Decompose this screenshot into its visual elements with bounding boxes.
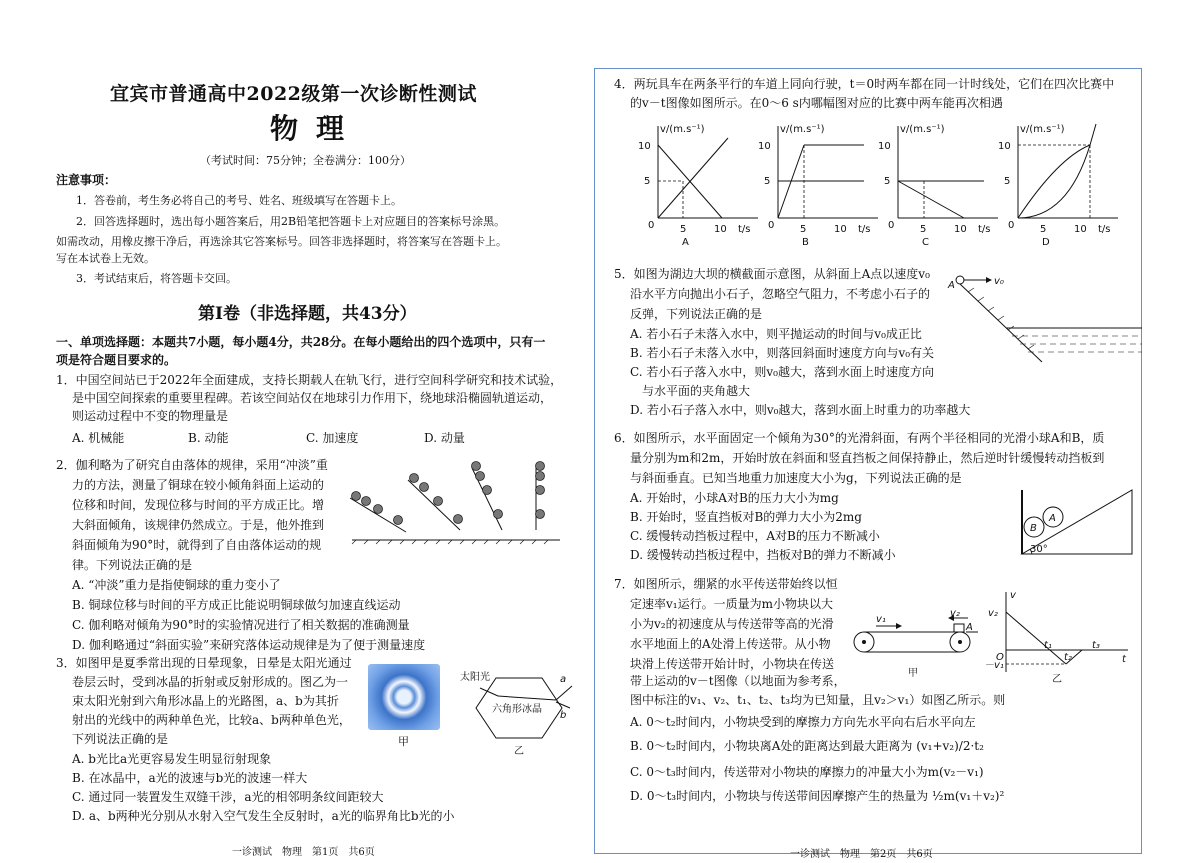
svg-text:v₂: v₂: [988, 608, 998, 619]
q7-vt-figure: [982, 588, 1132, 688]
point-a-label: A: [948, 280, 955, 291]
stone: [956, 276, 964, 284]
svg-text:5: 5: [680, 224, 687, 235]
dam-slope: [960, 284, 1042, 362]
right-page: [590, 0, 1179, 862]
q7-stem-3: 小为v₂的初速度从与传送带等高的光滑: [630, 617, 834, 631]
svg-text:t/s: t/s: [858, 224, 871, 235]
q5-option-a: A. 若小石子未落入水中，则平抛运动的时间与v₀成正比: [630, 327, 922, 341]
q6-option-c: C. 缓慢转动挡板过程中，A对B的压力不断减小: [630, 529, 880, 543]
q6-stem-3: 与斜面垂直。已知当地重力加速度大小为g，下列说法正确的是: [630, 471, 962, 485]
q1-option-a: A. 机械能: [72, 431, 125, 445]
svg-text:t/s: t/s: [1098, 224, 1111, 235]
q1-stem-2: 是中国空间探索的重要里程碑。若该空间站仅在地球引力作用下，绕地球沿椭圆轨道运动，: [72, 391, 553, 405]
q7-stem-7: 图中标注的v₁、v₂、t₁、t₂、t₃均为已知量，且v₂＞v₁）如图乙所示。则: [630, 693, 1006, 707]
angle-label: 30°: [1030, 544, 1048, 555]
q4-vt-graphs: [618, 118, 1118, 253]
svg-text:v/(m.s⁻¹): v/(m.s⁻¹): [1020, 124, 1065, 135]
q5-option-b: B. 若小石子未落入水中，则落回斜面时速度方向与v₀有关: [630, 346, 935, 360]
q7-stem-2: 定速率v₁运行。一质量为m小物块以大: [630, 597, 833, 611]
note-2-cont2: 写在本试卷上无效。: [56, 252, 155, 265]
svg-text:t₃: t₃: [1092, 640, 1100, 651]
q7-stem-6: 带上运动的v－t图像（以地面为参考系，: [630, 674, 846, 688]
panel-b: [758, 124, 878, 248]
vt-line: [1006, 612, 1066, 664]
note-2-cont: 如需改动，用橡皮擦干净后，再选涂其它答案标号。回答非选择题时，将答案写在答题卡上。: [56, 235, 507, 248]
svg-text:t: t: [1122, 654, 1126, 665]
ball: [352, 492, 361, 501]
q7-option-d: D. 0～t₃时间内，小物块与传送带间因摩擦产生的热量为 ½m(v₁＋v₂)²: [630, 789, 1005, 803]
q5-dam-figure: [946, 266, 1146, 381]
q3-stem-2: 卷层云时，受到冰晶的折射或反射形成的。图乙为一: [72, 675, 349, 689]
q7-stem-1: 7．如图所示，绷紧的水平传送带始终以恒: [614, 577, 838, 591]
panel-d-label: D: [1042, 237, 1050, 248]
q5-option-d: D. 若小石子落入水中，则v₀越大，落到水面上时重力的功率越大: [630, 403, 971, 417]
q4-stem-2: 的v－t图像如图所示。在0～6 s内哪幅图对应的比赛中两车能再次相遇: [630, 96, 1003, 110]
svg-text:v/(m.s⁻¹): v/(m.s⁻¹): [660, 124, 705, 135]
q5-stem-1: 5．如图为湖边大坝的横截面示意图，从斜面上A点以速度v₀: [614, 267, 930, 281]
left-page: [0, 0, 590, 862]
sunlight-label: 太阳光: [460, 672, 490, 683]
q2-stem-3: 位移和时间，发现位移与时间的平方成正比。增: [72, 498, 325, 512]
ray-a: [556, 686, 572, 700]
note-1: 1．答卷前，考生务必将自己的考号、姓名、班级填写在答题卡上。: [76, 194, 402, 207]
q2-stem-5: 斜面倾角为90°时，就得到了自由落体运动的规: [72, 538, 322, 552]
panel-a: [638, 124, 758, 248]
svg-text:5: 5: [800, 224, 807, 235]
notes-heading: 注意事项：: [56, 173, 117, 187]
block: [954, 624, 964, 632]
q7-stem-4: 水平地面上的A处滑上传送带。从小物: [630, 637, 831, 651]
q2-stem-6: 律。下列说法正确的是: [72, 558, 193, 572]
q3-option-c: C. 通过同一装置发生双缝干涉，a光的相邻明条纹间距较大: [72, 790, 384, 804]
svg-text:t₂: t₂: [1064, 652, 1072, 663]
svg-text:10: 10: [758, 141, 771, 152]
q3-fig-jia-label: 甲: [398, 735, 409, 748]
svg-text:10: 10: [998, 141, 1011, 152]
svg-text:－v₁: －v₁: [984, 660, 1004, 671]
svg-text:5: 5: [764, 176, 771, 187]
svg-text:10: 10: [714, 224, 727, 235]
svg-text:O: O: [996, 652, 1004, 663]
ray-b-label: b: [560, 710, 567, 721]
svg-text:10: 10: [834, 224, 847, 235]
svg-text:10: 10: [878, 141, 891, 152]
panel-a-label: A: [682, 237, 689, 248]
q7-fig-jia-label: 甲: [908, 668, 918, 679]
exam-title: 宜宾市普通高中2022级第一次诊断性测试: [110, 83, 477, 105]
q2-stem-2: 力的方法，测量了铜球在较小倾角斜面上运动的: [72, 478, 325, 492]
q7-conveyor-figure: [850, 608, 980, 682]
note-2: 2．回答选择题时，选出每小题答案后，用2B铅笔把答题卡上对应题目的答案标号涂黑。: [76, 215, 506, 228]
q1-stem-1: 1．中国空间站已于2022年全面建成，支持长期载人在轨飞行，进行空间科学研究和技术试验，: [56, 373, 563, 387]
right-footer: 一诊测试 物理 第2页 共6页: [790, 849, 933, 860]
q2-stem-1: 2．伽利略为了研究自由落体的规律，采用“冲淡”重: [56, 458, 328, 472]
ball-b-label: B: [1030, 523, 1037, 534]
q7-fig-yi-label: 乙: [1052, 674, 1062, 685]
q6-option-b: B. 开始时，竖直挡板对B的弹力大小为2mg: [630, 510, 862, 524]
q1-option-b: B. 动能: [188, 431, 229, 445]
q2-option-a: A. “冲淡”重力是指使铜球的重力变小了: [72, 578, 281, 592]
q3-fig-yi-label: 乙: [514, 746, 524, 757]
solar-halo-photo: [368, 664, 440, 730]
q2-option-b: B. 铜球位移与时间的平方成正比能说明铜球做匀加速直线运动: [72, 598, 401, 612]
exam-info: （考试时间：75分钟；全卷满分：100分）: [200, 154, 411, 167]
ray-b: [556, 702, 570, 708]
q7-option-b: B. 0～t₂时间内，小物块离A处的距离达到最大距离为 (v₁+v₂)/2·t₂: [630, 739, 984, 753]
q7-option-c: C. 0～t₃时间内，传送带对小物块的摩擦力的冲量大小为m(v₂－v₁): [630, 765, 984, 779]
q1-option-c: C. 加速度: [306, 431, 359, 445]
q3-hexagon-figure: [456, 666, 576, 756]
subject-title: 物理: [270, 112, 363, 145]
svg-text:5: 5: [1004, 176, 1011, 187]
part-heading-cont: 项是符合题目要求的。: [56, 353, 177, 367]
svg-text:v₂: v₂: [950, 608, 960, 619]
q5-option-c-cont: 与水平面的夹角越大: [630, 384, 751, 398]
q6-option-a: A. 开始时，小球A对B的压力大小为mg: [630, 491, 839, 505]
q5-stem-2: 沿水平方向抛出小石子，忽略空气阻力，不考虑小石子的: [630, 287, 931, 301]
panel-d: [998, 124, 1118, 248]
q6-option-d: D. 缓慢转动挡板过程中，挡板对B的弹力不断减小: [630, 548, 896, 562]
section-title: 第Ⅰ卷（非选择题，共43分）: [198, 304, 417, 324]
ray-a-label: a: [560, 674, 567, 685]
svg-text:t₁: t₁: [1044, 640, 1052, 651]
q5-stem-3: 反弹，下列说法正确的是: [630, 307, 763, 321]
v0-label: v₀: [994, 276, 1004, 287]
q1-option-d: D. 动量: [424, 431, 465, 445]
svg-text:0: 0: [1008, 220, 1015, 231]
part-heading: 一、单项选择题：本题共7小题，每小题4分，共28分。在每小题给出的四个选项中，只有一: [56, 335, 546, 349]
svg-text:10: 10: [1074, 224, 1087, 235]
svg-text:v₁: v₁: [876, 614, 886, 625]
q4-stem-1: 4．两玩具车在两条平行的车道上同向行驶，t＝0时两车都在同一计时线处，它们在四次比赛中: [614, 77, 1115, 91]
q3-stem-4: 射出的光线中的两种单色光，比较a、b两种单色光，: [72, 713, 351, 727]
panel-c: [878, 124, 998, 248]
svg-text:0: 0: [768, 220, 775, 231]
q5-option-c: C. 若小石子落入水中，则v₀越大，落到水面上时速度方向: [630, 365, 934, 379]
ball-a-label: A: [1049, 513, 1056, 524]
svg-text:v: v: [1010, 590, 1016, 601]
svg-text:v/(m.s⁻¹): v/(m.s⁻¹): [900, 124, 945, 135]
svg-text:t/s: t/s: [978, 224, 991, 235]
ice-crystal-label: 六角形冰晶: [492, 704, 542, 715]
svg-text:A: A: [966, 622, 973, 633]
svg-text:5: 5: [884, 176, 891, 187]
q3-option-d: D. a、b两种光分别从水射入空气发生全反射时，a光的临界角比b光的小: [72, 809, 455, 823]
svg-text:t/s: t/s: [738, 224, 751, 235]
svg-text:0: 0: [648, 220, 655, 231]
q1-stem-3: 则运动过程中不变的物理量是: [72, 409, 229, 423]
q3-stem-5: 下列说法正确的是: [72, 732, 169, 746]
panel-c-label: C: [922, 237, 929, 248]
left-footer: 一诊测试 物理 第1页 共6页: [232, 847, 375, 858]
q3-option-b: B. 在冰晶中，a光的波速与b光的波速一样大: [72, 771, 308, 785]
svg-text:0: 0: [888, 220, 895, 231]
q7-stem-5: 块滑上传送带开始计时，小物块在传送: [630, 657, 835, 671]
q2-incline-figure: [346, 458, 566, 543]
svg-text:5: 5: [1040, 224, 1047, 235]
q6-slope-figure: [1018, 480, 1138, 558]
q3-option-a: A. b光比a光更容易发生明显衍射现象: [72, 752, 272, 766]
q6-stem-2: 量分别为m和2m，开始时放在斜面和竖直挡板之间保持静止，然后逆时针缓慢转动挡板到: [630, 451, 1105, 465]
svg-text:10: 10: [954, 224, 967, 235]
q2-option-c: C. 伽利略对倾角为90°时的实验情况进行了相关数据的准确测量: [72, 618, 410, 632]
q2-stem-4: 大斜面倾角，该规律仍然成立。于是，他外推到: [72, 518, 325, 532]
svg-text:v/(m.s⁻¹): v/(m.s⁻¹): [780, 124, 825, 135]
svg-text:5: 5: [920, 224, 927, 235]
note-3: 3．考试结束后，将答题卡交回。: [76, 272, 237, 285]
svg-text:5: 5: [644, 176, 651, 187]
svg-text:10: 10: [638, 141, 651, 152]
q7-option-a: A. 0～t₂时间内，小物块受到的摩擦力方向先水平向右后水平向左: [630, 715, 976, 729]
panel-b-label: B: [802, 237, 809, 248]
q3-stem-3: 束太阳光射到六角形冰晶上的光路图，a、b为其折: [72, 694, 339, 708]
q6-stem-1: 6．如图所示，水平面固定一个倾角为30°的光滑斜面，有两个半径相同的光滑小球A和B，质: [614, 431, 1105, 445]
q2-option-d: D. 伽利略通过“斜面实验”来研究落体运动规律是为了便于测量速度: [72, 638, 426, 652]
q3-stem-1: 3．如图甲是夏季常出现的日晕现象，日晕是太阳光通过: [56, 656, 352, 670]
